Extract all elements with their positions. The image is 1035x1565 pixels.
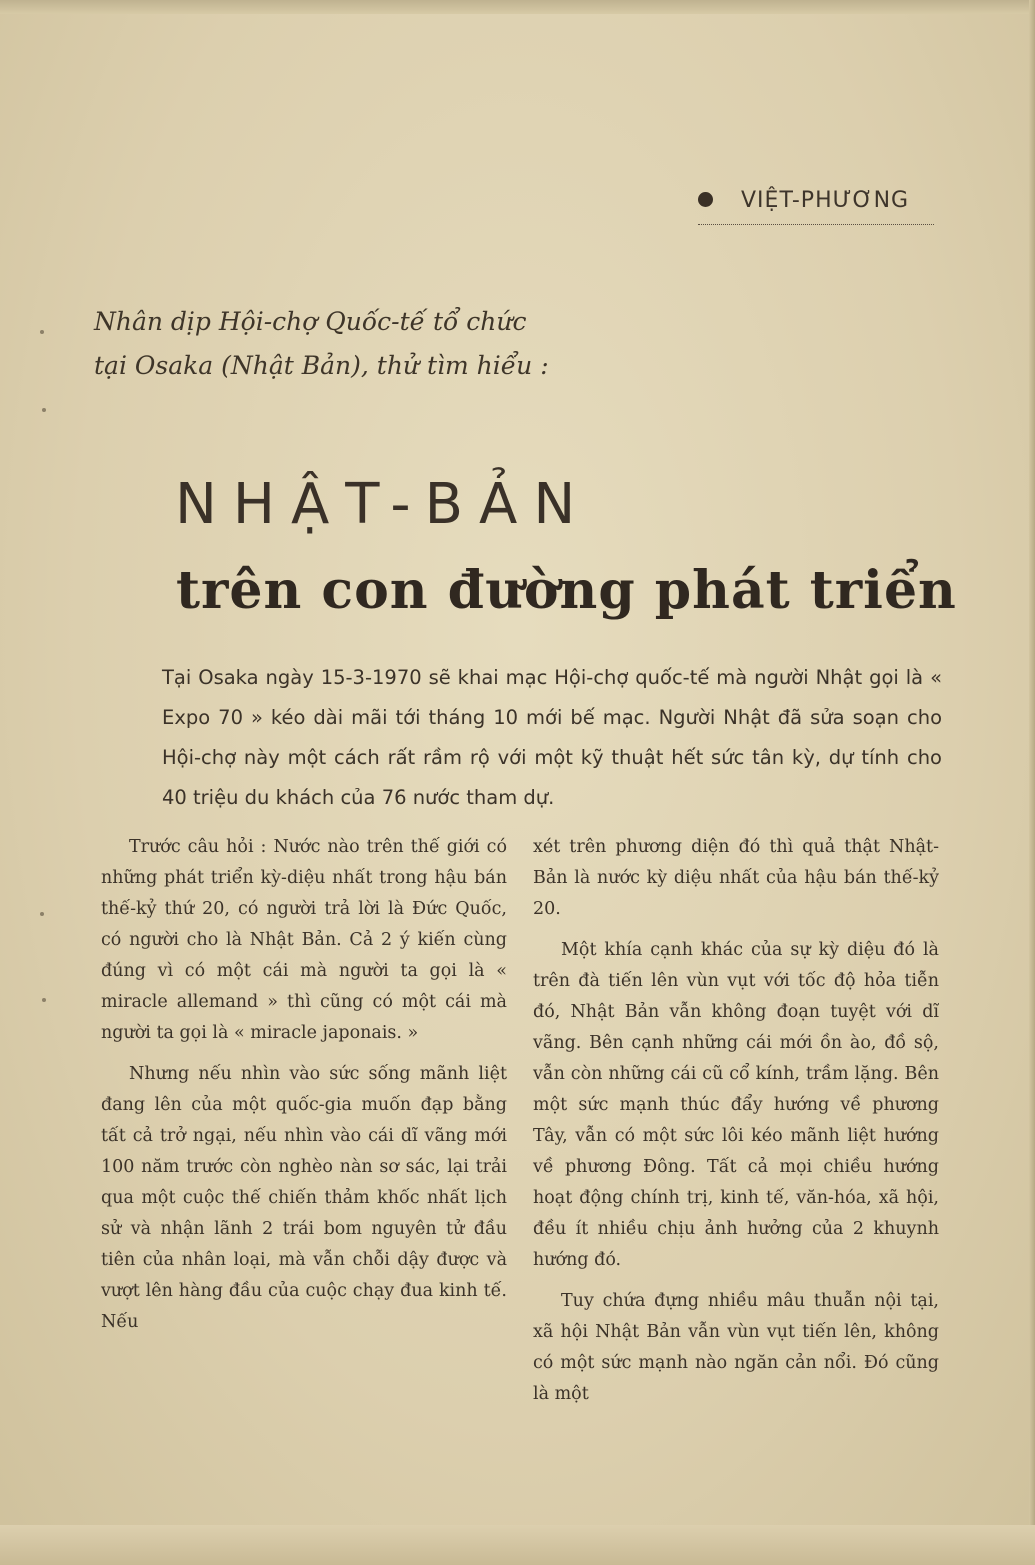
page-right-edge	[1029, 0, 1035, 1565]
page-top-edge	[0, 0, 1035, 14]
body-paragraph: Một khía cạnh khác của sự kỳ diệu đó là trên đà tiến lên vùn vụt với tốc độ hỏa tiễn đó, Nhật Bản vẫn không đoạn tuyệt với dĩ vãng. Bên cạnh những cái mới ồn ào, đồ sộ, vẫn còn những cái cũ cổ kính, trầm lặng. Bên một sức mạnh thúc đẩy hướng về phương Tây, vẫn có một sức lôi kéo mãnh liệt hướng về phương Đông. Tất cả mọi chiều hướng hoạt động chính trị, kinh tế, văn-hóa, xã hội, đều ít nhiều chịu ảnh hưởng của 2 khuynh hướng đó.	[533, 940, 939, 1270]
left-text-column	[101, 832, 507, 1348]
article-lead-paragraph: Tại Osaka ngày 15-3-1970 sẽ khai mạc Hội-chợ quốc-tế mà người Nhật gọi là « Expo 70 » kéo dài mãi tới tháng 10 mới bế mạc. Người Nhật đã sửa soạn cho Hội-chợ này một cách rất rầm rộ với một kỹ thuật hết sức tân kỳ, dự tính cho 40 triệu du khách của 76 nước tham dự.	[162, 666, 942, 809]
article-title-main: trên con đường phát triển	[176, 560, 957, 621]
article-subtitle	[94, 300, 654, 388]
author-byline	[698, 188, 938, 213]
paper-speck	[42, 998, 46, 1002]
right-text-column	[533, 832, 939, 1420]
article-title-top: NHẬT-BẢN	[175, 472, 592, 537]
bullet-icon	[698, 192, 713, 207]
byline-dotted-rule	[698, 224, 934, 225]
author-name: VIỆT-PHƯƠNG	[741, 188, 910, 213]
body-paragraph: Trước câu hỏi : Nước nào trên thế giới có những phát triển kỳ-diệu nhất trong hậu bán thế-kỷ thứ 20, có người trả lời là Đức Quốc, có người cho là Nhật Bản. Cả 2 ý kiến cùng đúng vì có một cái mà người ta gọi là « miracle allemand » thì cũng có một cái mà người ta gọi là « miracle japonais. »	[101, 837, 507, 1043]
paper-speck	[40, 912, 44, 916]
subtitle-line: Nhân dịp Hội-chợ Quốc-tế tổ chức	[94, 307, 527, 336]
subtitle-line: tại Osaka (Nhật Bản), thử tìm hiểu :	[94, 351, 549, 380]
body-paragraph: Tuy chứa đựng nhiều mâu thuẫn nội tại, xã hội Nhật Bản vẫn vùn vụt tiến lên, không có một sức mạnh nào ngăn cản nổi. Đó cũng là một	[533, 1291, 939, 1404]
paper-speck	[42, 408, 46, 412]
page-bottom-edge	[0, 1525, 1035, 1565]
paper-speck	[40, 330, 44, 334]
body-paragraph: Nhưng nếu nhìn vào sức sống mãnh liệt đang lên của một quốc-gia muốn đạp bằng tất cả trở ngại, nếu nhìn vào cái dĩ vãng mới 100 năm trước còn nghèo nàn sơ sác, lại trải qua một cuộc thế chiến thảm khốc nhất lịch sử và nhận lãnh 2 trái bom nguyên tử đầu tiên của nhân loại, mà vẫn chỗi dậy được và vượt lên hàng đầu của cuộc chạy đua kinh tế. Nếu	[101, 1064, 507, 1332]
body-paragraph: xét trên phương diện đó thì quả thật Nhật-Bản là nước kỳ diệu nhất của hậu bán thế-kỷ 20.	[533, 837, 939, 919]
